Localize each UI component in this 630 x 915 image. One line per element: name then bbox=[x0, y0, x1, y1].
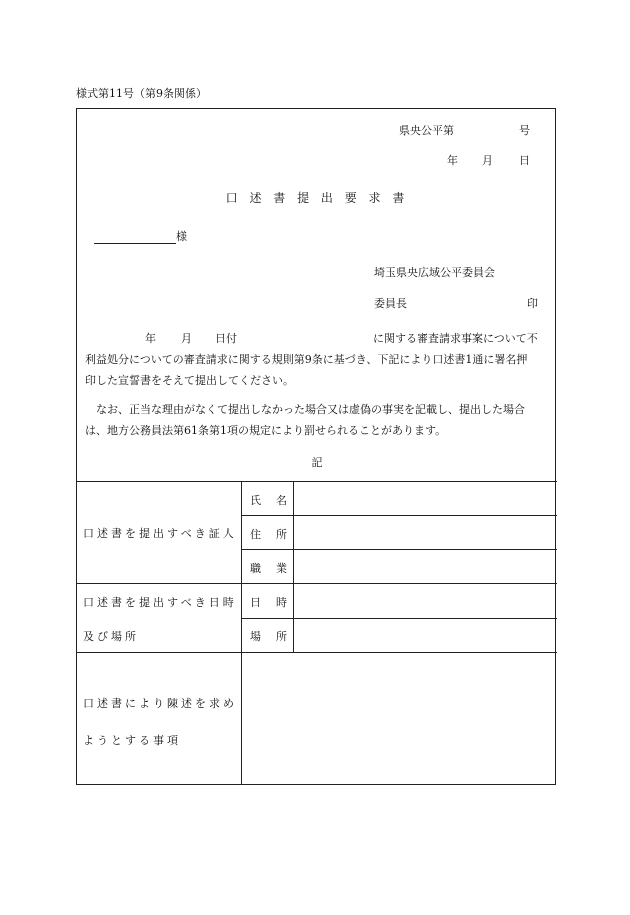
column-line bbox=[293, 481, 294, 652]
ki-label: 記 bbox=[311, 456, 323, 469]
table-top-line bbox=[77, 481, 557, 482]
row-line bbox=[242, 515, 557, 516]
occupation-label: 職 業 bbox=[250, 562, 289, 575]
place-label: 場 所 bbox=[250, 630, 289, 643]
date-day: 日 bbox=[519, 154, 530, 167]
form-number-label: 様式第11号（第9条関係） bbox=[76, 87, 207, 100]
date-month: 月 bbox=[482, 154, 493, 167]
form-box bbox=[76, 108, 556, 785]
para1-line2: 利益処分についての審査請求に関する規則第9条に基づき、下記により口述書1通に署名押 bbox=[85, 353, 528, 366]
addressee-line bbox=[94, 228, 187, 244]
document-title: 口 述 書 提 出 要 求 書 bbox=[225, 191, 409, 205]
para1-line3: 印した宣誓書をそえて提出してください。 bbox=[85, 374, 294, 387]
row-line bbox=[77, 652, 557, 653]
datetime-label: 日 時 bbox=[250, 596, 289, 609]
row-line bbox=[77, 583, 557, 584]
address-label: 住 所 bbox=[250, 528, 289, 541]
matters-label-1: 口述書により陳述を求め bbox=[83, 697, 237, 710]
name-label: 氏 名 bbox=[250, 494, 289, 507]
datetime-place-label-1: 口述書を提出すべき日時 bbox=[83, 596, 237, 609]
para1-day: 日付 bbox=[215, 332, 237, 345]
reference-prefix: 県央公平第 bbox=[399, 124, 454, 137]
addressee-suffix: 様 bbox=[176, 230, 187, 243]
reference-suffix: 号 bbox=[519, 124, 530, 137]
row-line bbox=[242, 549, 557, 550]
datetime-place-label-2: 及び場所 bbox=[83, 630, 139, 643]
witness-label: 口述書を提出すべき証人 bbox=[83, 527, 237, 540]
addressee-blank bbox=[94, 231, 176, 244]
matters-label-2: ようとする事項 bbox=[83, 734, 181, 747]
row-line bbox=[242, 618, 557, 619]
date-year: 年 bbox=[447, 154, 458, 167]
para2-line1: なお、正当な理由がなくて提出しなかった場合又は虚偽の事実を記載し、提出した場合 bbox=[96, 403, 525, 416]
issuer-title: 委員長 bbox=[374, 297, 407, 310]
issuer-organization: 埼玉県央広域公平委員会 bbox=[374, 266, 495, 279]
column-line bbox=[241, 481, 242, 785]
para1-year: 年 bbox=[145, 332, 156, 345]
issuer-seal: 印 bbox=[527, 297, 538, 310]
para2-line2: は、地方公務員法第61条第1項の規定により罰せられることがあります。 bbox=[85, 424, 447, 437]
para1-line1: に関する審査請求事案について不 bbox=[373, 332, 538, 345]
para1-month: 月 bbox=[181, 332, 192, 345]
